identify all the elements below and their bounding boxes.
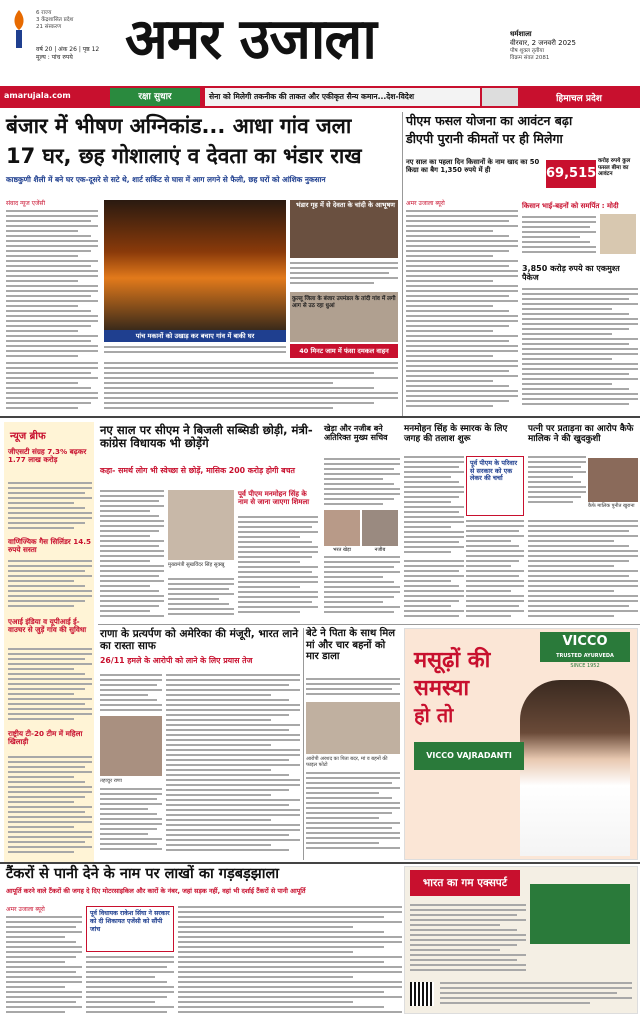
modi-photo [600,214,636,254]
lead-body-columns [104,362,398,412]
najeeb-name: नजीब [374,547,386,553]
subsidy-headline: नए साल पर सीएम ने बिजली सब्सिडी छोड़ी, मंत्री-कांग्रेस विधायक भी छोड़ेंगे [100,423,313,451]
lead-body-text [6,210,98,358]
khera-body [324,458,400,508]
cm-photo [168,490,234,560]
qr-code-icon[interactable] [410,982,434,1006]
masthead-dateline: धर्मशाला वीरवार, 2 जनवरी 2025 पौष शुक्ल तृतीया विक्रम संवत 2081 [510,30,576,62]
vicco-brand: VICCO TRUSTED AYURVEDA [540,632,630,662]
rana-body-3 [166,674,300,856]
masthead-meta: वर्ष 20 | अंक 26 | पृष्ठ 12 मूल्य : पांच रुपये [36,46,100,61]
memorial-body-2 [466,520,524,620]
ornaments-text [290,262,398,292]
lead-body-text-2 [104,346,286,358]
brief-item-4: राष्ट्रीय टी-20 टीम में महिला खिलाड़ी [8,729,83,747]
tanker-body [6,916,82,1014]
cafe-owner-caption: कैफे मालिक पुनीत खुराना [588,503,635,509]
tanker-headline: टैंकरों से पानी देने के नाम पर लाखों का गड़बड़झाला [6,866,280,882]
najeeb-photo [362,510,398,546]
brief-item-3: एआई इंडिया व यूपीआई ई-वाउचर से जुड़ें गांव की सुविधा [8,617,87,635]
pmfasal-amount-note: करोड़ रुपये कुल फसल बीमा का आवंटन [598,158,631,178]
brief-body-3 [8,648,92,723]
memorial-box: पूर्व पीएम के परिवार से सरकार को एक लेकर की चर्चा [466,456,524,516]
family-photo-caption: आरोपी अरशद का पिता बदर, मां व बहनों की फाइल फोटो [306,756,388,768]
son-body [306,678,400,700]
ad-slogan-1: मसूढ़ों की [414,648,491,673]
tanker-body-3 [178,906,402,1014]
fire-photo [104,200,286,330]
tanker-box: पूर्व विधायक राकेश सिंघा ने सरकार को दी शिकायत एजेंसी को सौंपी जांच [86,906,174,952]
memorial-headline: मनमोहन सिंह के स्मारक के लिए जगह की तलाश शुरू [404,424,508,445]
memorial-body-3 [404,560,464,620]
news-brief-tag: न्यूज ब्रीफ [10,431,46,442]
ad-footer-text [410,904,526,976]
subsidy-body [100,490,164,620]
tanker-byline: अमर उजाला ब्यूरो [6,906,45,913]
tanker-deck: आपूर्ति करने वाले टैंकरों की जगह दे दिए मोटरसाइकिल और कारों के नंबर, जहां सड़क नहीं, वहां भी दर्शाई टैंकरों से पानी आपूर्ति [6,887,306,895]
brief-body-2 [8,560,92,610]
family-photo [306,702,400,754]
cm-photo-caption: मुख्यमंत्री सुखविंदर सिंह सुक्खू [168,562,225,568]
rana-photo-caption: तहव्वुर राणा [100,778,122,784]
cafe-body [528,456,586,510]
memorial-body [404,456,464,556]
lead-deck: काष्ठकुणी शैली में बने घर एक-दूसरे से सटे थे, शार्ट सर्किट से घास में आग लगने से फैली, छह घरों को आंशिक नुकसान [6,175,326,184]
ribbon-label[interactable]: रक्षा सुधार [110,88,200,106]
modi-body [522,216,596,260]
masthead-title: अमर उजाला [125,7,376,72]
logo-torch-icon [6,8,32,50]
fire-engine-note: 40 मिनट जाम में फंसा दमकल वाहन [290,344,398,358]
son-headline: बेटे ने पिता के साथ मिल मां और चार बहनों को मार डाला [306,628,396,662]
subsidy-deck: कहा- समर्थ लोग भी स्वेच्छा से छोड़ें, मासिक 200 करोड़ होगी बचत [100,466,295,475]
ad-model-figure [520,680,630,856]
manmohan-shimla-body [238,516,318,620]
manmohan-shimla-headline: पूर्व पीएम मनमोहन सिंह के नाम से जाना जाएगा शिमला [238,490,310,507]
lead-byline: संवाद न्यूज एजेंसी [6,200,46,207]
village-photo-caption: कुल्लू जिला के बंजार उपमंडल के तांदी गांव में लगी आग से उठ रहा धुआं [292,296,396,309]
ad-product: VICCO VAJRADANTI [414,742,524,770]
brief-body-4 [8,756,92,856]
rana-photo [100,716,162,776]
tanker-body-2 [86,956,174,1014]
ad-slogan-3: हो तो [414,703,454,727]
region-label[interactable]: हिमाचल प्रदेश [556,94,602,104]
lead-subheadline: 17 घर, छह गोशालाएं व देवता का भंडार राख [6,144,362,168]
fire-photo-caption: पांच मकानों को उखाड़ कर बचाए गांव में बाकी घर [104,330,286,342]
rana-body-2 [100,788,162,856]
khera-headline: खेड़ा और नजीब बने अतिरिक्त मुख्य सचिव [324,424,388,443]
ad-slogan-2: समस्या [414,676,470,701]
cafe-body-2 [528,520,638,620]
brief-item-2: वाणिज्यिक गैस सिलिंडर 14.5 रुपये सस्ता [8,537,91,555]
pmfasal-headline: पीएम फसल योजना का आवंटन बढ़ा [406,113,573,128]
ad-footer-title: भारत का गम एक्सपर्ट [410,870,520,896]
package-body [522,288,638,410]
rana-deck: 26/11 हमले के आरोपी को लाने के लिए प्रयास तेज [100,656,253,665]
website-link[interactable]: amarujala.com [4,91,71,100]
pmfasal-subheadline: डीएपी पुरानी कीमतों पर ही मिलेगा [406,131,563,146]
khera-photo [324,510,360,546]
ad-footer-fineprint [440,982,632,1008]
pmfasal-byline: अमर उजाला ब्यूरो [406,200,445,207]
pmfasal-amount: 69,515 [546,160,596,188]
ribbon-text[interactable]: सेना को मिलेगी तकनीक की ताकत और एकीकृत सैन्य कमान...देश-विदेश [205,88,480,106]
lead-headline: बंजार में भीषण अग्निकांड... आधा गांव जला [6,114,352,138]
subsidy-body-2 [168,578,234,620]
pmfasal-deck: नए साल का पहला दिन किसानों के नाम खाद का 50 किग्रा का बैग 1,350 रुपये में ही [406,158,540,175]
brief-item-1: जीएसटी संग्रह 7.3% बढ़कर 1.77 लाख करोड़ [8,447,87,465]
ornaments-photo-caption: भंडार गृह में से देवता के चांदी के आभूषण [296,201,395,209]
cafe-owner-photo [588,458,638,502]
son-body-2 [306,772,400,856]
masthead-reach: 6 राज्य 3 केंद्रशासित प्रदेश 21 संस्करण [36,10,74,30]
rana-headline: राणा के प्रत्यर्पण को अमेरिका की मंजूरी, भारत लाने का रास्ता साफ [100,628,299,653]
khera-body-2 [324,556,400,620]
modi-headline: किसान भाई-बहनों को समर्पित : मोदी [522,202,619,210]
lead-body-text-3 [6,362,98,412]
package-headline: 3,850 करोड़ रुपये का एकमुश्त पैकेज [522,264,620,283]
brief-body-1 [8,482,92,532]
ribbon-portrait [482,88,518,106]
vicco-since: SINCE 1952 [570,663,600,669]
pmfasal-body [406,210,518,410]
ad-product-packs [530,884,630,944]
cafe-headline: पत्नी पर प्रताड़ना का आरोप कैफे मालिक ने की खुदकुशी [528,424,634,445]
khera-name: भरत खेड़ा [332,547,352,553]
rana-body [100,674,162,714]
